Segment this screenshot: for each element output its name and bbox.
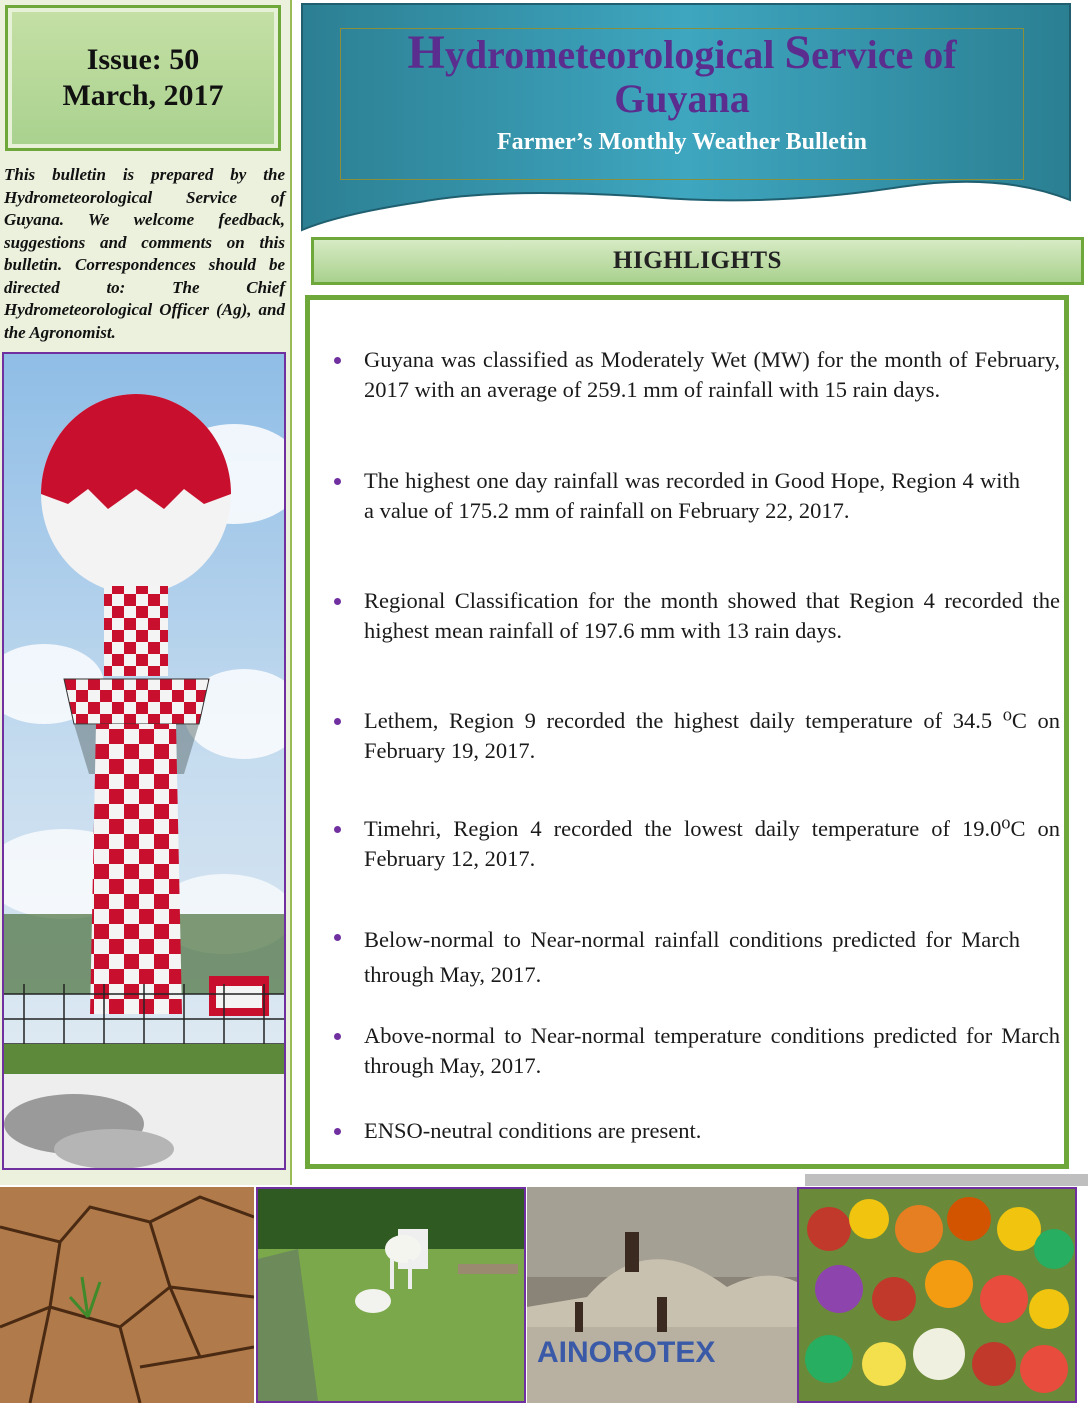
title-part-1: ydrometeorological (444, 32, 785, 77)
highlights-heading: HIGHLIGHTS (311, 237, 1084, 285)
waves-seawall-image (527, 1187, 797, 1403)
cattle-pasture-image (258, 1189, 524, 1401)
bullet-icon (334, 826, 341, 833)
radar-tower-photo (2, 352, 286, 1170)
produce-photo (797, 1187, 1077, 1403)
cracked-earth-image (0, 1187, 254, 1403)
highlight-item: The highest one day rainfall was recorded in Good Hope, Region 4 with a value of 175.2 mm of rainfall on February 22, 2017. (334, 466, 1020, 526)
issue-number: Issue: 50 (86, 43, 200, 76)
bullet-icon (334, 598, 341, 605)
highlight-item: Guyana was classified as Moderately Wet (MW) for the month of February, 2017 with an average of 259.1 mm of rainfall with 15 rain days. (334, 345, 1060, 405)
highlight-item: Regional Classification for the month showed that Region 4 recorded the highest mean rainfall of 197.6 mm with 13 rain days. (334, 586, 1060, 646)
bullet-icon (334, 1128, 341, 1135)
title-line-2: Guyana (614, 76, 750, 121)
bullet-icon (334, 934, 341, 941)
issue-date: March, 2017 (62, 79, 224, 112)
highlight-item: Timehri, Region 4 recorded the lowest daily temperature of 19.0⁰C on February 12, 2017. (334, 814, 1060, 874)
highlight-item: Below-normal to Near-normal rainfall conditions predicted for March through May, 2017. (334, 922, 1020, 992)
page-title (407, 26, 957, 121)
highlights-box (305, 295, 1069, 1169)
bullet-icon (334, 478, 341, 485)
fruits-vegetables-image (799, 1189, 1075, 1401)
bullet-icon (334, 718, 341, 725)
title-initial-h: H (407, 26, 445, 79)
livestock-photo (256, 1187, 526, 1403)
title-initial-s: S (784, 26, 812, 79)
intro-text: This bulletin is prepared by the Hydrometeorological Service of Guyana. We welcome feedback, suggestions and comments on this bulletin. Correspondences should be directed to: The Chief Hydrometeorological Officer (Ag), and the Agronomist. (4, 165, 285, 342)
header-title-frame (340, 28, 1024, 180)
seawall-graffiti: AINOROTEX (537, 1336, 716, 1369)
issue-box (5, 5, 281, 151)
bullet-icon (334, 357, 341, 364)
drought-photo (0, 1187, 254, 1403)
divider-bar (805, 1174, 1088, 1186)
highlight-item: ENSO-neutral conditions are present. (334, 1116, 1060, 1146)
highlight-item: Lethem, Region 9 recorded the highest daily temperature of 34.5 ⁰C on February 19, 2017. (334, 706, 1060, 766)
title-part-2: ervice of (811, 32, 957, 77)
left-sidebar (0, 0, 292, 1185)
highlight-item: Above-normal to Near-normal temperature conditions predicted for March through May, 2017. (334, 1021, 1060, 1081)
bullet-icon (334, 1033, 341, 1040)
sea-defence-photo (527, 1187, 797, 1403)
radar-tower-image (4, 354, 284, 1168)
page-subtitle: Farmer’s Monthly Weather Bulletin (497, 129, 867, 155)
